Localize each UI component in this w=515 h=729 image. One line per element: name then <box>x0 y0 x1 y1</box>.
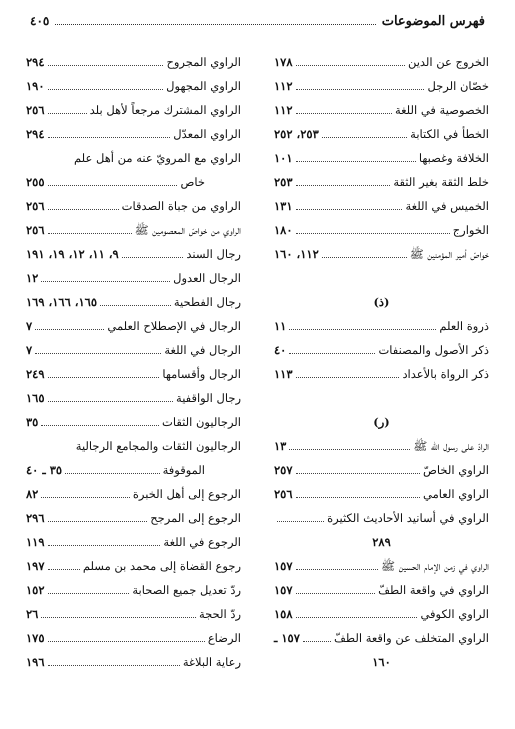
entry-page-ref: ١٥٧ <box>274 583 293 597</box>
entry-page-ref: ٢٥٥ <box>26 175 45 189</box>
entry-page-ref: ١٦٥، ١٦٦، ١٦٩ <box>26 295 98 309</box>
entry-term: الرضاع <box>207 631 241 645</box>
entry-page-ref: ١٣ <box>274 439 287 453</box>
entry-term: خواصّ أمير المؤمنين ﷺ <box>409 247 489 261</box>
index-entry <box>274 218 489 242</box>
entry-page-ref: ٢٥٣ <box>274 175 293 189</box>
entry-term: خصّان الرجل <box>427 79 489 93</box>
leader-dots <box>48 377 160 378</box>
entry-page-ref: ٣٥ <box>26 415 39 429</box>
index-entry <box>26 338 241 362</box>
index-entry <box>26 74 241 98</box>
entry-page-ref: ٢٩٤ <box>26 127 45 141</box>
header-leader-dots <box>55 24 375 25</box>
index-entry <box>26 506 241 530</box>
index-column-right <box>274 50 489 674</box>
entry-page-ref: ١١٢ <box>274 79 293 93</box>
entry-page-ref: ٣٥ ـ ٤٠ <box>26 463 63 477</box>
entry-page-ref: ١١٩ <box>26 535 45 549</box>
index-entry <box>26 386 241 410</box>
entry-term: رجوع القضاة إلى محمد بن مسلم <box>82 559 241 573</box>
index-entry <box>26 218 241 242</box>
leader-dots <box>48 89 164 90</box>
entry-term: الراوي من خواصّ المعصومين ﷺ <box>134 223 241 237</box>
leader-dots <box>48 209 119 210</box>
leader-dots <box>296 377 400 378</box>
leader-dots <box>35 329 104 330</box>
leader-dots <box>296 89 425 90</box>
index-entry <box>274 458 489 482</box>
entry-page-ref: ٩، ١١، ١٢، ١٩، ١٩١ <box>26 247 119 261</box>
entry-page-ref: ٢٩٤ <box>26 55 45 69</box>
leader-dots <box>122 257 184 258</box>
leader-dots <box>277 521 324 522</box>
entry-page-ref: ١٨٠ <box>274 223 293 237</box>
leader-dots <box>296 113 392 114</box>
entry-page-ref: ١١٣ <box>274 367 293 381</box>
entry-page-ref: ١٥٧ ـ <box>274 631 300 645</box>
leader-dots <box>303 641 331 642</box>
entry-page-ref: ١٥٧ <box>274 559 293 573</box>
leader-dots <box>296 65 405 66</box>
leader-dots <box>41 497 130 498</box>
entry-page-ref: ٢٥٦ <box>274 487 293 501</box>
entry-term: ذروة العلم <box>439 319 489 333</box>
entry-term: الراوي المجروح <box>166 55 241 69</box>
leader-dots <box>296 569 379 570</box>
entry-term: رجال السند <box>186 247 241 261</box>
entry-page-ref: ٨٢ <box>26 487 39 501</box>
entry-term: الراوي الخاصّ <box>423 463 489 477</box>
entry-term: رجال الفطحية <box>173 295 241 309</box>
index-entry-continuation <box>26 458 241 482</box>
entry-page-ref: ٢٥٧ <box>274 463 293 477</box>
entry-page-ref: ٢٦ <box>26 607 39 621</box>
entry-term: الرجوع إلى أهل الخبرة <box>132 487 241 501</box>
entry-page-ref: ١١ <box>274 319 287 333</box>
index-entry <box>274 146 489 170</box>
spacer <box>274 266 489 290</box>
index-entry-wrapped: الراوي مع المرويّ عنه من أهل علم <box>74 151 241 165</box>
entry-term: ذكر الأصول والمصنفات <box>378 343 489 357</box>
entry-page-ref: ١٢ <box>26 271 39 285</box>
leader-dots <box>48 569 80 570</box>
entry-term: الرجال العدول <box>173 271 241 285</box>
entry-page-ref: ١٣١ <box>274 199 293 213</box>
entry-term: الراوي المجهول <box>166 79 241 93</box>
leader-dots <box>48 665 180 666</box>
entry-term: الخميس في اللغة <box>405 199 489 213</box>
spacer <box>274 386 489 410</box>
index-entry <box>26 266 241 290</box>
entry-page-ref: ١٦٥ <box>26 391 45 405</box>
entry-page-ref: ١٥٨ <box>274 607 293 621</box>
index-entry <box>26 122 241 146</box>
entry-term: ردّ الحجة <box>198 607 241 621</box>
leader-dots <box>296 593 376 594</box>
index-entry <box>274 578 489 602</box>
entry-term: الراوي المشترك مرجعاً لأهل بلد <box>89 103 241 117</box>
index-entry <box>274 98 489 122</box>
leader-dots <box>65 473 160 474</box>
entry-page-ref: ١٧٨ <box>274 55 293 69</box>
index-entry <box>26 602 241 626</box>
index-entry <box>26 554 241 578</box>
entry-page-ref: ١١٢ <box>274 103 293 117</box>
index-entry <box>26 650 241 674</box>
index-entry <box>274 434 489 458</box>
entry-term: الراوي في واقعة الطفّ <box>378 583 489 597</box>
index-entry <box>274 170 489 194</box>
index-entry <box>26 50 241 74</box>
index-entry <box>26 530 241 554</box>
index-entry <box>274 602 489 626</box>
entry-term: الرجال في اللغة <box>164 343 241 357</box>
index-entry-continuation <box>26 170 241 194</box>
leader-dots <box>48 593 130 594</box>
index-entry <box>26 194 241 218</box>
index-entry <box>26 314 241 338</box>
entry-term: الراوي المعدّل <box>173 127 241 141</box>
section-letter-heading: (ر) <box>373 415 390 429</box>
index-entry <box>274 50 489 74</box>
index-entry <box>274 626 489 650</box>
entry-page-ref: ٢٩٦ <box>26 511 45 525</box>
index-entry <box>26 362 241 386</box>
entry-page-ref: ٢٤٩ <box>26 367 45 381</box>
entry-page-ref: ١٩٧ <box>26 559 45 573</box>
leader-dots <box>48 137 171 138</box>
entry-term: رجال الواقفية <box>176 391 241 405</box>
leader-dots <box>100 305 171 306</box>
header-title: فهرس الموضوعات <box>381 14 485 29</box>
entry-page-ref: ١٩٦ <box>26 655 45 669</box>
entry-term: رعاية البلاغة <box>182 655 241 669</box>
leader-dots <box>48 233 132 234</box>
entry-term: الخلافة وغصبها <box>418 151 489 165</box>
entry-term: الرجاليون الثقات <box>162 415 241 429</box>
entry-page-ref: ١٠١ <box>274 151 293 165</box>
entry-term: الرجوع إلى المرجح <box>150 511 241 525</box>
index-entry <box>274 482 489 506</box>
entry-term: الراوي في أسانيد الأحاديث الكثيرة <box>327 511 489 525</box>
index-entry <box>26 626 241 650</box>
entry-term: الراوي الكوفي <box>420 607 489 621</box>
index-entry <box>274 242 489 266</box>
entry-term: الخصوصية في اللغة <box>394 103 489 117</box>
entry-page-ref: ١٥٢ <box>26 583 45 597</box>
leader-dots <box>48 401 174 402</box>
leader-dots <box>296 473 420 474</box>
entry-page-ref: ٧ <box>26 343 33 357</box>
leader-dots <box>48 641 205 642</box>
leader-dots <box>289 329 436 330</box>
leader-dots <box>41 617 196 618</box>
entry-term: الموقوفة <box>162 463 205 477</box>
index-entry <box>274 362 489 386</box>
leader-dots <box>41 425 159 426</box>
leader-dots <box>322 257 407 258</box>
entry-page-ref: ٢٥٦ <box>26 103 45 117</box>
index-column-left <box>26 50 241 674</box>
leader-dots <box>296 233 450 234</box>
leader-dots <box>48 545 161 546</box>
leader-dots <box>48 65 164 66</box>
index-entry <box>274 194 489 218</box>
leader-dots <box>296 209 403 210</box>
leader-dots <box>296 161 416 162</box>
index-entry <box>274 554 489 578</box>
entry-page-ref-continued: ٢٨٩ <box>372 535 391 549</box>
entry-term: خاص <box>180 175 205 189</box>
index-entry <box>26 242 241 266</box>
leader-dots <box>48 185 178 186</box>
entry-term: الرجوع في اللغة <box>163 535 241 549</box>
index-entry <box>274 338 489 362</box>
entry-term: الراوي العامي <box>423 487 489 501</box>
entry-term: الراوي المتخلف عن واقعة الطفّ <box>334 631 489 645</box>
leader-dots <box>296 185 391 186</box>
index-entry-wrapped: الرجاليون الثقات والمجامع الرجالية <box>75 439 241 453</box>
header-page-number: ٤٠٥ <box>30 14 50 28</box>
entry-term: الرادّ على رسول الله ﷺ <box>413 439 489 453</box>
entry-term: الرجال في الإصطلاح العلمي <box>107 319 241 333</box>
index-entry <box>26 98 241 122</box>
entry-page-ref: ٢٥٣، ٢٥٢ <box>274 127 319 141</box>
entry-page-ref: ١١٢، ١٦٠ <box>274 247 319 261</box>
index-entry <box>26 410 241 434</box>
index-entry <box>274 122 489 146</box>
entry-page-ref: ٢٥٦ <box>26 199 45 213</box>
leader-dots <box>322 137 407 138</box>
leader-dots <box>296 497 421 498</box>
leader-dots <box>289 449 410 450</box>
leader-dots <box>296 617 418 618</box>
entry-term: ذكر الرواة بالأعداد <box>402 367 489 381</box>
entry-page-ref-continued: ١٦٠ <box>372 655 391 669</box>
entry-term: الراوي من جباة الصدقات <box>121 199 241 213</box>
index-entry <box>274 74 489 98</box>
leader-dots <box>41 281 170 282</box>
entry-term: الخوارج <box>452 223 489 237</box>
leader-dots <box>289 353 375 354</box>
entry-page-ref: ١٩٠ <box>26 79 45 93</box>
index-entry <box>26 578 241 602</box>
index-entry <box>26 290 241 314</box>
entry-term: الراوي في زمن الإمام الحسين ﷺ <box>381 559 489 573</box>
entry-term: الخطأ في الكتابة <box>410 127 489 141</box>
entry-page-ref: ٤٠ <box>274 343 287 357</box>
entry-term: الخروج عن الدين <box>407 55 489 69</box>
section-letter-heading: (ذ) <box>373 295 390 309</box>
index-entry <box>26 482 241 506</box>
entry-page-ref: ٢٥٦ <box>26 223 45 237</box>
leader-dots <box>48 521 148 522</box>
leader-dots <box>35 353 161 354</box>
running-header <box>30 14 485 36</box>
index-entry <box>274 314 489 338</box>
leader-dots <box>48 113 87 114</box>
entry-term: خلط الثقة بغير الثقة <box>393 175 489 189</box>
entry-term: الرجال وأقسامها <box>162 367 241 381</box>
entry-page-ref: ١٧٥ <box>26 631 45 645</box>
entry-term: ردّ تعديل جميع الصحابة <box>132 583 241 597</box>
entry-page-ref: ٧ <box>26 319 33 333</box>
index-entry-wrapped <box>274 506 489 530</box>
